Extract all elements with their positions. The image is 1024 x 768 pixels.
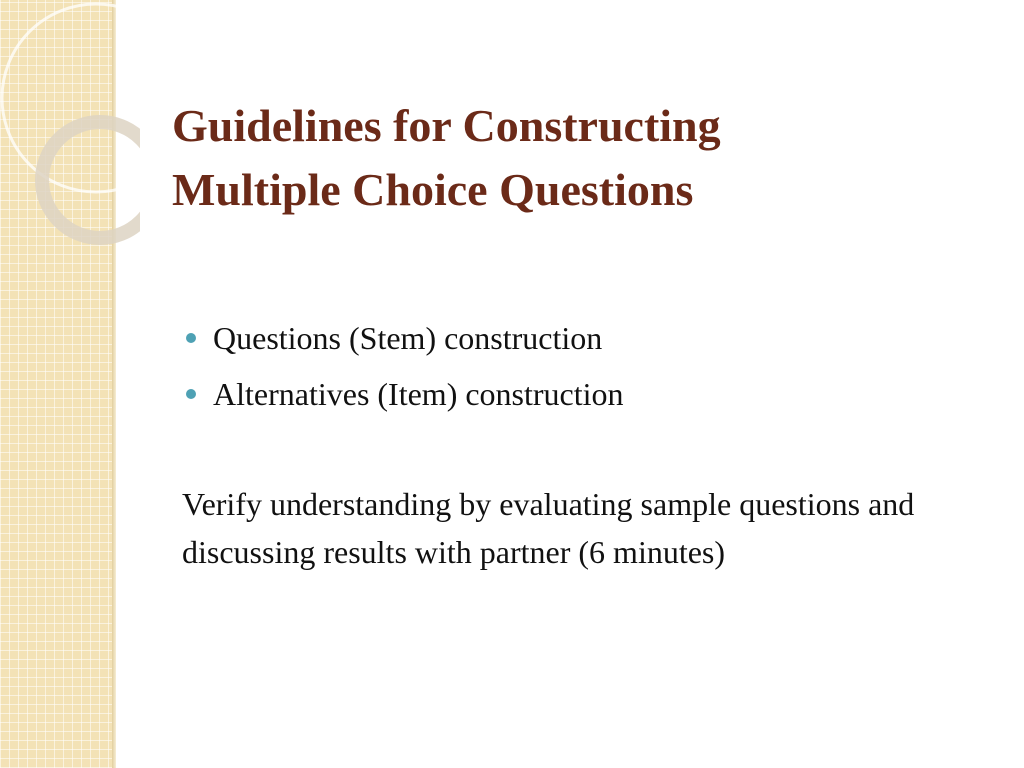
bullet-text: Alternatives (Item) construction — [213, 376, 624, 412]
decorative-circles — [0, 0, 140, 260]
bullet-item — [186, 366, 624, 422]
instruction-paragraph: Verify understanding by evaluating sample questions and discussing results with partner (6 minutes) — [182, 486, 915, 570]
bullet-list — [186, 310, 624, 422]
bullet-item — [186, 310, 624, 366]
decorative-small-ring — [42, 122, 140, 238]
slide-title-line-1: Guidelines for Constructing — [172, 100, 721, 151]
bullet-dot-icon — [186, 389, 196, 399]
bullet-dot-icon — [186, 333, 196, 343]
decorative-large-ring — [2, 4, 140, 192]
slide-title — [172, 94, 972, 222]
slide-title-line-2: Multiple Choice Questions — [172, 164, 694, 215]
bullet-text: Questions (Stem) construction — [213, 320, 603, 356]
